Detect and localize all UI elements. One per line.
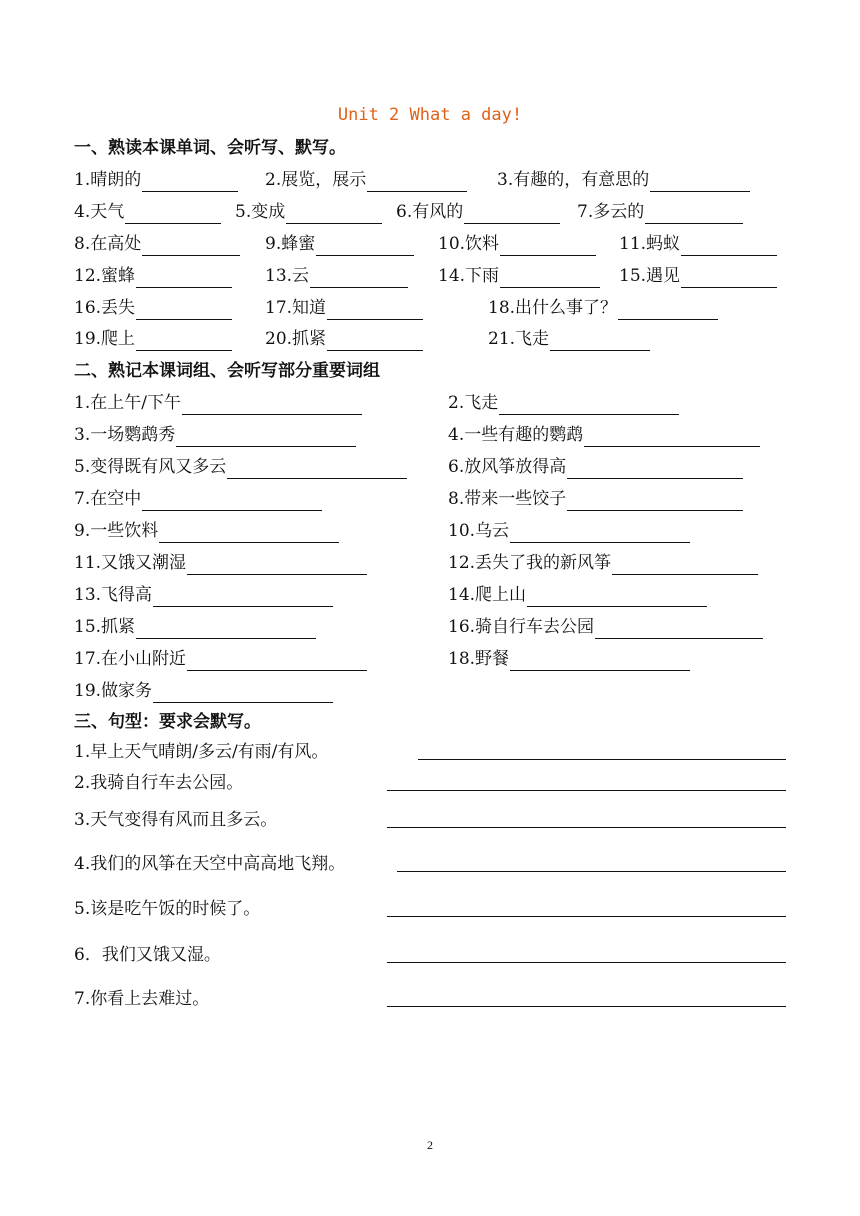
answer-line[interactable] [387, 962, 786, 963]
word-item: 6.有风的 [396, 200, 560, 224]
answer-blank[interactable] [310, 269, 408, 288]
answer-blank[interactable] [136, 620, 316, 639]
phrase-item: 11.又饿又潮湿 [74, 551, 367, 575]
word-item: 12.蜜蜂 [74, 264, 232, 288]
answer-blank[interactable] [618, 301, 718, 320]
answer-blank[interactable] [527, 588, 707, 607]
word-item: 13.云 [265, 264, 408, 288]
word-item: 20.抓紧 [265, 327, 423, 351]
answer-line[interactable] [387, 1006, 786, 1007]
answer-blank[interactable] [500, 269, 600, 288]
answer-line[interactable] [418, 759, 786, 760]
phrase-item: 1.在上午/下午 [74, 391, 362, 415]
word-item: 14.下雨 [438, 264, 600, 288]
word-item: 4.天气 [74, 200, 221, 224]
phrase-item: 19.做家务 [74, 679, 333, 703]
answer-blank[interactable] [650, 173, 750, 192]
phrase-item: 10.乌云 [448, 519, 690, 543]
word-item: 18.出什么事了？ [488, 296, 718, 320]
phrase-item: 7.在空中 [74, 487, 322, 511]
answer-blank[interactable] [286, 205, 382, 224]
answer-line[interactable] [387, 916, 786, 917]
answer-blank[interactable] [153, 588, 333, 607]
answer-blank[interactable] [187, 556, 367, 575]
answer-blank[interactable] [136, 301, 232, 320]
answer-blank[interactable] [125, 205, 221, 224]
sentence-item: 4.我们的风筝在天空中高高地飞翔。 [74, 854, 346, 874]
answer-blank[interactable] [153, 684, 333, 703]
section2-heading: 二、熟记本课词组、会听写部分重要词组 [74, 361, 380, 381]
answer-blank[interactable] [681, 269, 777, 288]
sentence-item: 5.该是吃午饭的时候了。 [74, 899, 261, 919]
answer-line[interactable] [387, 827, 786, 828]
word-item: 7.多云的 [577, 200, 743, 224]
word-item: 17.知道 [265, 296, 423, 320]
phrase-item: 2.飞走 [448, 391, 679, 415]
answer-blank[interactable] [595, 620, 763, 639]
word-item: 1.晴朗的 [74, 168, 238, 192]
sentence-item: 7.你看上去难过。 [74, 989, 210, 1009]
answer-blank[interactable] [681, 237, 777, 256]
phrase-item: 15.抓紧 [74, 615, 316, 639]
answer-blank[interactable] [510, 524, 690, 543]
word-item: 15.遇见 [619, 264, 777, 288]
word-item: 21.飞走 [488, 327, 650, 351]
word-item: 2.展览，展示 [265, 168, 467, 192]
word-item: 11.蚂蚁 [619, 232, 777, 256]
answer-blank[interactable] [550, 332, 650, 351]
page-number: 2 [427, 1138, 433, 1152]
answer-blank[interactable] [316, 237, 414, 256]
word-item: 3.有趣的，有意思的 [497, 168, 750, 192]
section3-heading: 三、句型：要求会默写。 [74, 712, 261, 732]
phrase-item: 13.飞得高 [74, 583, 333, 607]
answer-blank[interactable] [142, 173, 238, 192]
answer-blank[interactable] [499, 396, 679, 415]
word-item: 10.饮料 [438, 232, 596, 256]
answer-blank[interactable] [645, 205, 743, 224]
phrase-item: 6.放风筝放得高 [448, 455, 743, 479]
sentence-item: 6．我们又饿又湿。 [74, 945, 221, 965]
answer-blank[interactable] [612, 556, 758, 575]
word-item: 5.变成 [235, 200, 382, 224]
answer-blank[interactable] [159, 524, 339, 543]
answer-blank[interactable] [176, 428, 356, 447]
page-title: Unit 2 What a day! [337, 105, 523, 125]
phrase-item: 8.带来一些饺子 [448, 487, 743, 511]
sentence-item: 3.天气变得有风而且多云。 [74, 810, 278, 830]
answer-blank[interactable] [464, 205, 560, 224]
answer-blank[interactable] [142, 492, 322, 511]
answer-blank[interactable] [187, 652, 367, 671]
phrase-item: 14.爬上山 [448, 583, 707, 607]
section1-heading: 一、熟读本课单词、会听写、默写。 [74, 138, 346, 158]
word-item: 9.蜂蜜 [265, 232, 414, 256]
answer-blank[interactable] [136, 269, 232, 288]
answer-blank[interactable] [510, 652, 690, 671]
answer-blank[interactable] [182, 396, 362, 415]
answer-blank[interactable] [227, 460, 407, 479]
answer-blank[interactable] [567, 460, 743, 479]
answer-blank[interactable] [567, 492, 743, 511]
sentence-item: 1.早上天气晴朗/多云/有雨/有风。 [74, 742, 329, 762]
phrase-item: 4.一些有趣的鹦鹉 [448, 423, 760, 447]
answer-blank[interactable] [367, 173, 467, 192]
sentence-item: 2.我骑自行车去公园。 [74, 773, 244, 793]
word-item: 16.丢失 [74, 296, 232, 320]
answer-blank[interactable] [584, 428, 760, 447]
word-item: 8.在高处 [74, 232, 240, 256]
answer-blank[interactable] [136, 332, 232, 351]
answer-blank[interactable] [327, 301, 423, 320]
answer-line[interactable] [387, 790, 786, 791]
phrase-item: 17.在小山附近 [74, 647, 367, 671]
phrase-item: 12.丢失了我的新风筝 [448, 551, 758, 575]
answer-line[interactable] [397, 871, 786, 872]
answer-blank[interactable] [327, 332, 423, 351]
phrase-item: 16.骑自行车去公园 [448, 615, 763, 639]
phrase-item: 18.野餐 [448, 647, 690, 671]
word-item: 19.爬上 [74, 327, 232, 351]
phrase-item: 3.一场鹦鹉秀 [74, 423, 356, 447]
answer-blank[interactable] [142, 237, 240, 256]
phrase-item: 5.变得既有风又多云 [74, 455, 407, 479]
phrase-item: 9.一些饮料 [74, 519, 339, 543]
answer-blank[interactable] [500, 237, 596, 256]
